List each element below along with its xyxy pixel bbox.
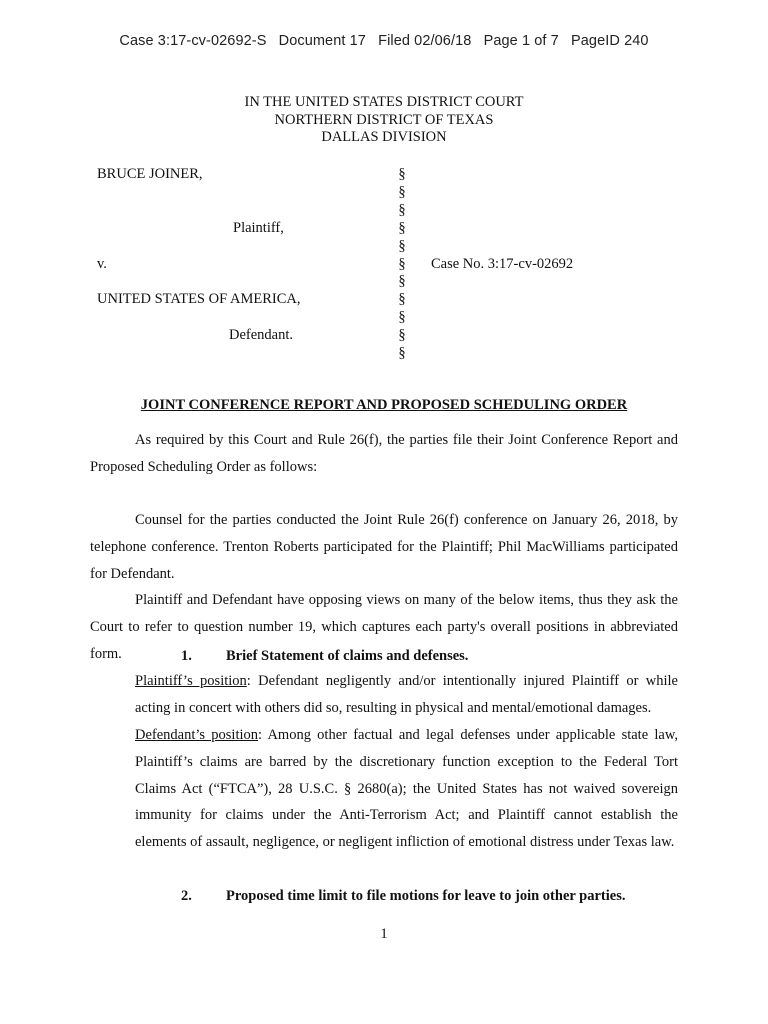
section-symbol-column [396,166,408,363]
section-symbol: § [398,219,406,236]
stamp-document: Document 17 [278,33,366,49]
item-1-heading: Brief Statement of claims and defenses. [226,648,469,664]
plaintiff-name: BRUCE JOINER, [97,166,203,182]
stamp-filed: Filed 02/06/18 [378,33,472,49]
stamp-pageid: PageID 240 [570,33,649,49]
section-symbol: § [398,166,406,182]
item-2-heading: Proposed time limit to file motions for leave to join other parties. [226,888,626,904]
stamp-page: Page 1 of 7 [483,33,559,49]
section-symbol: § [398,291,406,308]
defendant-position-label: Defendant’s position [135,727,259,743]
court-heading [0,94,768,147]
defendant-position [135,722,678,856]
court-line-2: NORTHERN DISTRICT OF TEXAS [274,111,494,128]
item-1-number: 1. [181,648,192,664]
section-symbol: § [398,255,406,272]
page-number: 1 [380,926,388,942]
document-title: JOINT CONFERENCE REPORT AND PROPOSED SCHEDULING ORDER [140,397,628,413]
defendant-role: Defendant. [229,327,294,343]
section-symbol: § [398,345,406,362]
court-line-3: DALLAS DIVISION [321,129,447,145]
case-number: Case No. 3:17-cv-02692 [431,256,574,272]
section-symbol: § [398,327,406,344]
section-symbol: § [398,201,406,218]
section-symbol: § [398,183,406,200]
court-line-1: IN THE UNITED STATES DISTRICT COURT [244,94,524,110]
plaintiff-position-text: : Defendant negligently and/or intentionally injured Plaintiff or while acting in concert with others did so, resulting in physical and mental/emotional damages. [135,673,678,716]
section-symbol: § [398,273,406,290]
filing-stamp [0,33,768,49]
plaintiff-position-label: Plaintiff’s position [135,673,247,689]
versus: v. [97,256,107,272]
defendant-position-text: : Among other factual and legal defenses under applicable state law, Plaintiff’s claims are barred by the discretionary function exception to the Federal Tort Claims Act (“FTCA”), 28 U.S.C. § 2680(a); the United States has not waived sovereign immunity for claims under the Anti-Terrorism Act; and Plaintiff cannot establish the elements of assault, negligence, or negligent infliction of emotional distress under Texas law. [135,727,678,851]
paragraph-intro: As required by this Court and Rule 26(f), the parties file their Joint Conference Report and Proposed Scheduling Order as follows: [90,432,678,475]
item-2-number: 2. [181,888,192,904]
section-symbol: § [398,237,406,254]
section-symbol: § [398,309,406,326]
paragraph-conference: Counsel for the parties conducted the Joint Rule 26(f) conference on January 26, 2018, by telephone conference. Trenton Roberts participated for the Plaintiff; Phil MacWilliams participated for Defendant. [90,512,678,582]
paragraph-opposing-views: Plaintiff and Defendant have opposing views on many of the below items, thus they ask the Court to refer to question number 19, which captures each party's overall positions in abbreviated form. [90,592,678,662]
plaintiff-role: Plaintiff, [233,220,284,236]
plaintiff-position [135,668,678,722]
stamp-case: Case 3:17-cv-02692-S [119,33,267,49]
defendant-name: UNITED STATES OF AMERICA, [97,291,301,307]
